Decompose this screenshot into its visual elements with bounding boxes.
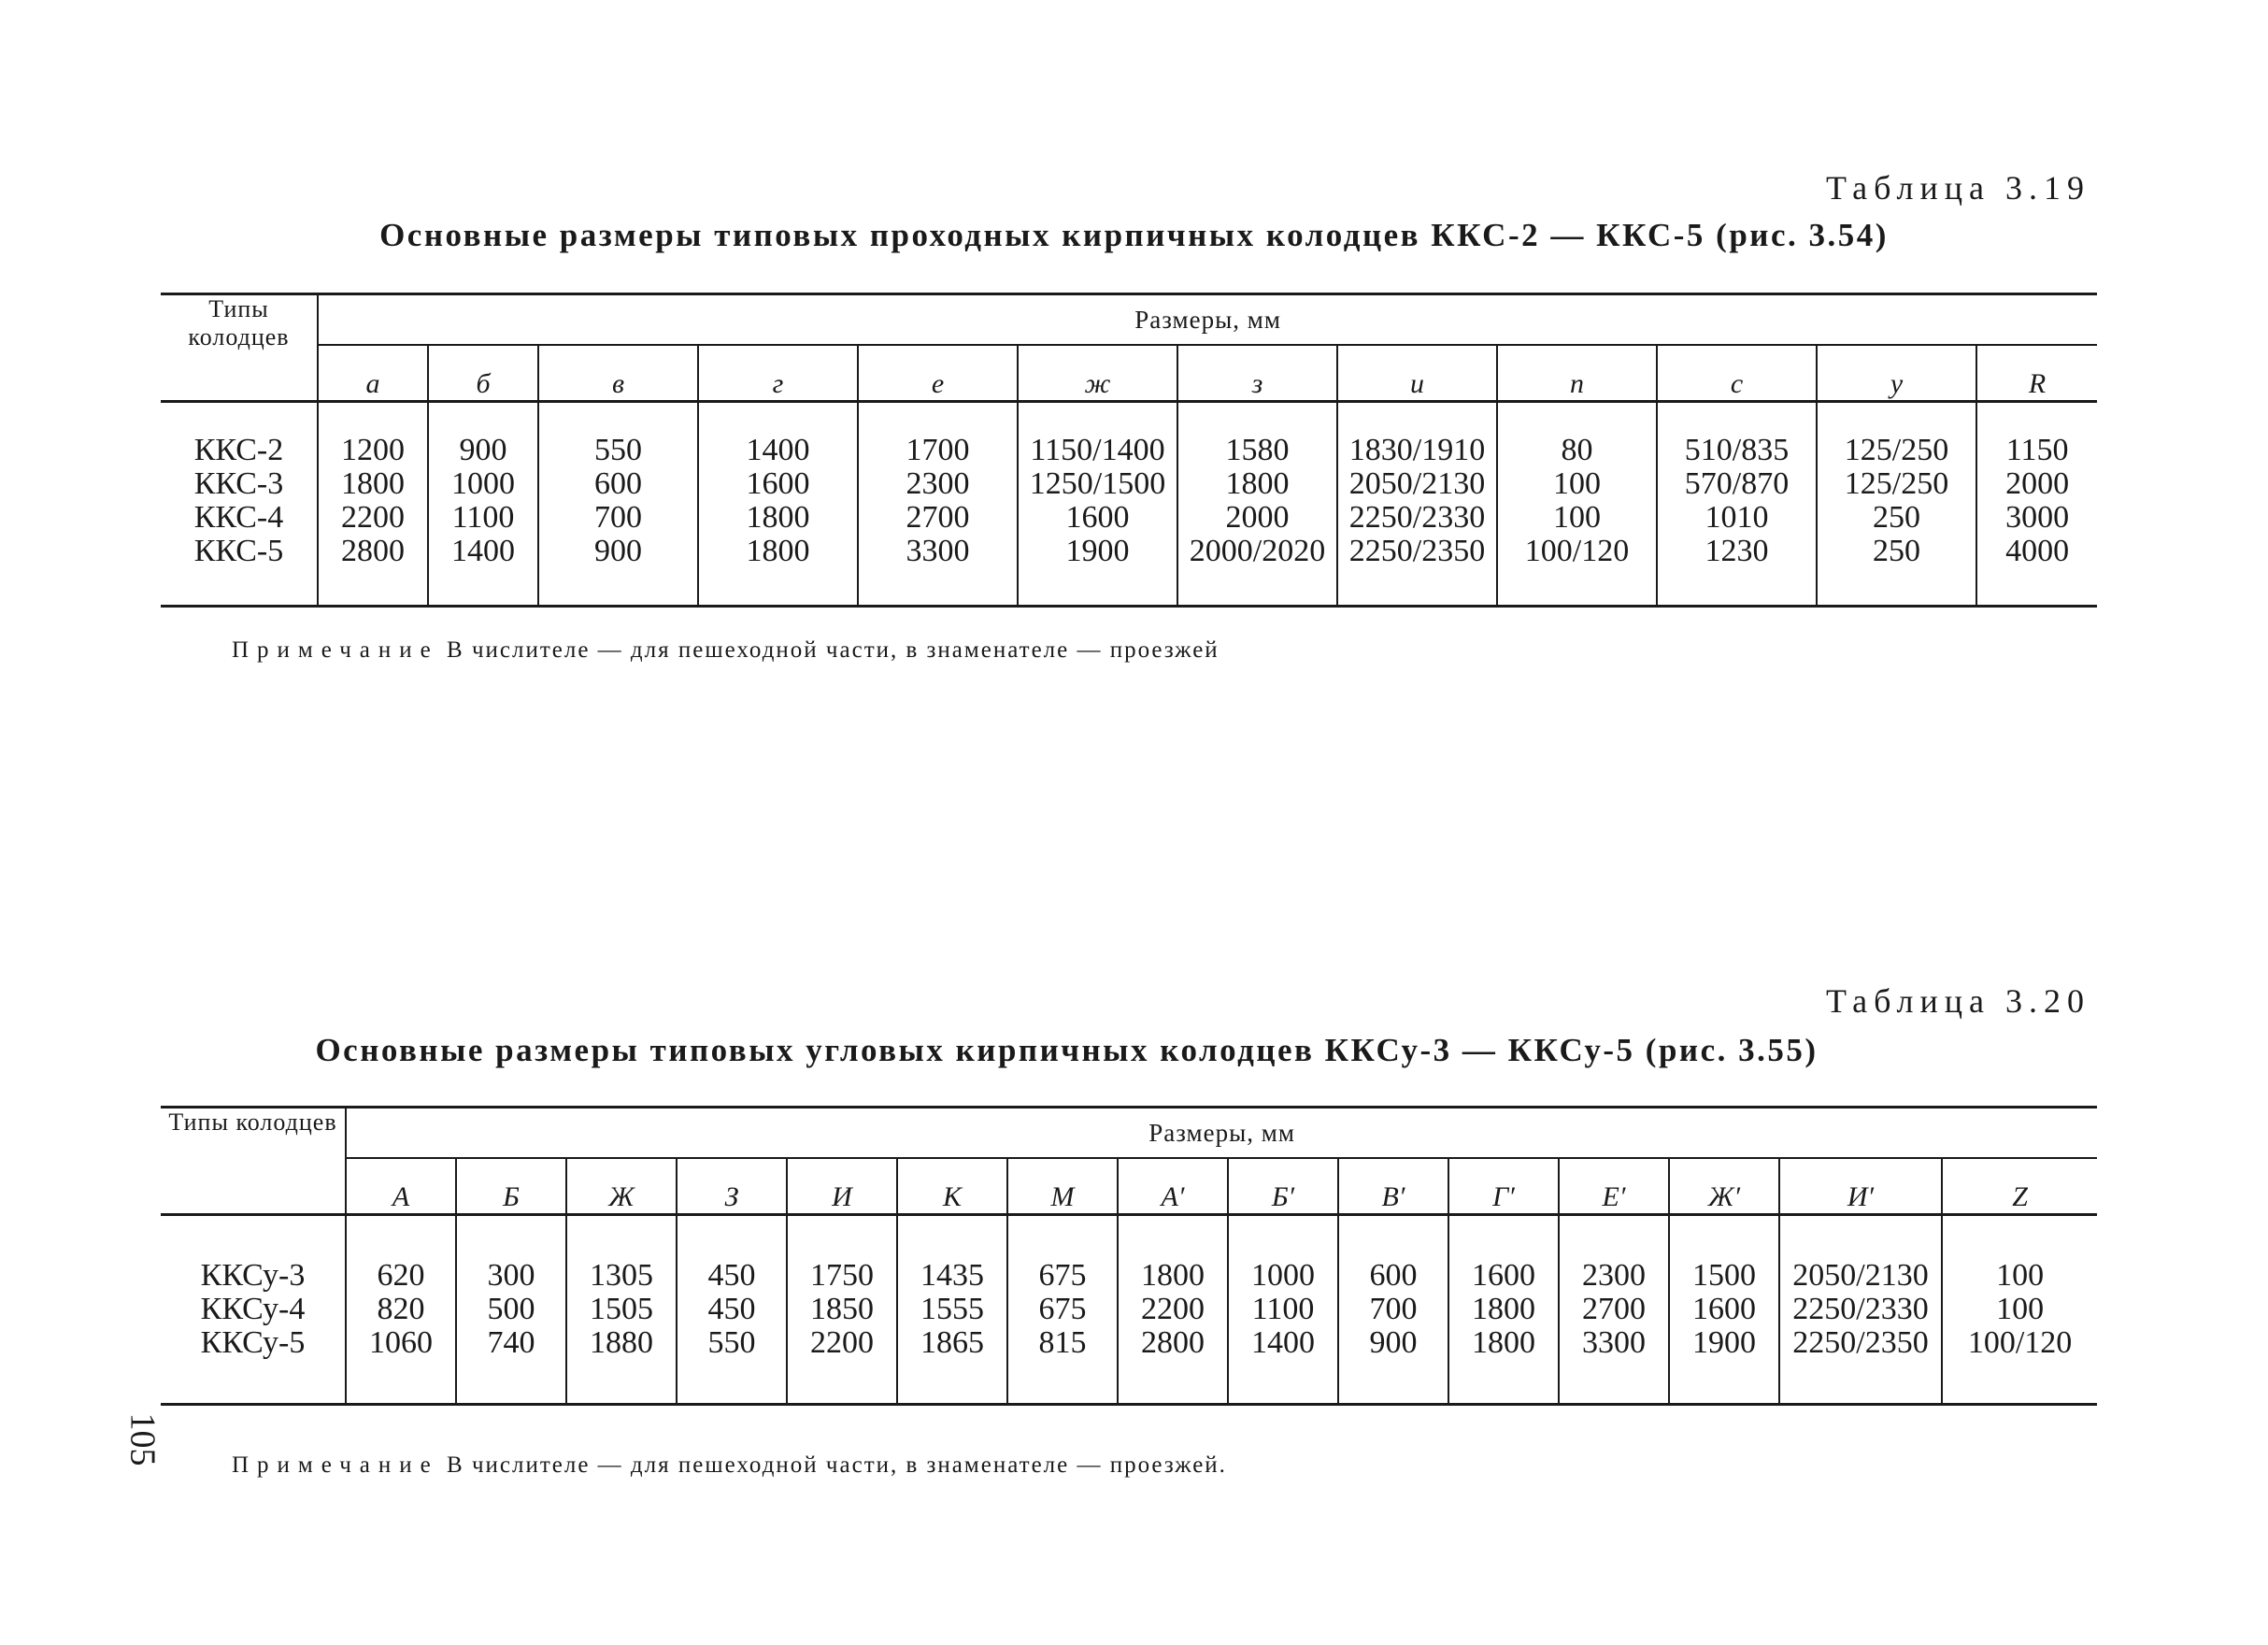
dimension-value: 700 — [594, 500, 642, 535]
dimension-value: 3300 — [906, 534, 970, 568]
column-header: ж — [1018, 345, 1177, 402]
dimension-value: 1150/1400 — [1030, 433, 1165, 467]
dimension-value: 2700 — [906, 500, 970, 535]
well-type-name: ККСу-5 — [200, 1325, 306, 1360]
dimension-value: 4000 — [2005, 534, 2070, 568]
dimension-value: 2000 — [2005, 466, 2070, 501]
dimension-value: 900 — [459, 433, 507, 467]
note-text: В числителе — для пешеходной части, в знаменателе — проезжей. — [447, 1452, 1227, 1478]
column-headers — [161, 1158, 2097, 1215]
dimension-cell — [1228, 1215, 1338, 1405]
dimension-value: 675 — [1038, 1258, 1087, 1293]
dimension-value: 450 — [707, 1292, 756, 1326]
dimension-value: 2800 — [341, 534, 405, 568]
column-headers — [161, 345, 2097, 402]
dimension-cell — [1007, 1215, 1118, 1405]
well-type-name: ККС-5 — [193, 534, 284, 568]
dimension-value: 570/870 — [1684, 466, 1790, 501]
dimension-value: 2000 — [1225, 500, 1290, 535]
dimension-value: 700 — [1369, 1292, 1418, 1326]
column-header: и — [1337, 345, 1497, 402]
dimension-value: 900 — [594, 534, 642, 568]
dimension-value: 450 — [707, 1258, 756, 1293]
dimension-cell — [858, 402, 1018, 607]
dimension-value: 3000 — [2005, 500, 2070, 535]
column-header: Ж′ — [1669, 1158, 1779, 1215]
dimension-cell — [1337, 402, 1497, 607]
dimension-value: 1150 — [2005, 433, 2069, 467]
dimension-value: 1750 — [810, 1258, 874, 1293]
dimension-value: 1800 — [1225, 466, 1290, 501]
dimension-value: 2250/2350 — [1348, 534, 1486, 568]
dimension-value: 1830/1910 — [1348, 433, 1486, 467]
data-row — [161, 402, 2097, 607]
table-note — [232, 1452, 1227, 1479]
dimension-value: 2300 — [1582, 1258, 1646, 1293]
column-header: А — [346, 1158, 456, 1215]
column-header: б — [428, 345, 538, 402]
dimension-value: 1100 — [451, 500, 515, 535]
dimension-cell — [318, 402, 428, 607]
dimension-value: 600 — [1369, 1258, 1418, 1293]
table-3-19 — [161, 293, 2097, 608]
dimension-value: 125/250 — [1844, 466, 1949, 501]
dimension-value: 2050/2130 — [1792, 1258, 1929, 1293]
dimension-cell — [1338, 1215, 1448, 1405]
column-header: в — [538, 345, 698, 402]
dimension-cell — [456, 1215, 566, 1405]
dimension-value: 675 — [1038, 1292, 1087, 1326]
dimension-value: 100 — [1996, 1258, 2045, 1293]
column-header: Е′ — [1559, 1158, 1669, 1215]
well-type-name: ККС-3 — [193, 466, 284, 501]
dimension-value: 1060 — [369, 1325, 433, 1360]
dimension-value: 1900 — [1692, 1325, 1756, 1360]
dimension-value: 1000 — [451, 466, 515, 501]
dimension-cell — [677, 1215, 787, 1405]
dimension-cell — [346, 1215, 456, 1405]
dimension-value: 1305 — [590, 1258, 653, 1293]
dimension-value: 3300 — [1582, 1325, 1646, 1360]
dimensions-table — [161, 1106, 2097, 1406]
dimension-cell — [538, 402, 698, 607]
column-header: з — [1177, 345, 1337, 402]
well-type-name: ККСу-4 — [200, 1292, 306, 1326]
dimension-value: 2800 — [1141, 1325, 1205, 1360]
dimension-value: 1580 — [1225, 433, 1290, 467]
column-header: R — [1976, 345, 2097, 402]
dimension-value: 1600 — [1065, 500, 1130, 535]
well-type-name: ККС-4 — [193, 500, 284, 535]
dimension-value: 1700 — [906, 433, 970, 467]
dimension-cell — [1448, 1215, 1559, 1405]
dimension-value: 250 — [1873, 534, 1920, 568]
column-header: у — [1817, 345, 1976, 402]
table-caption: Основные размеры типовых проходных кирпичных колодцев ККС-2 — ККС-5 (рис. 3.54) — [379, 217, 1889, 253]
dimension-value: 1400 — [451, 534, 515, 568]
dimension-value: 620 — [377, 1258, 425, 1293]
dimension-value: 1600 — [1472, 1258, 1535, 1293]
dimensions-table — [161, 293, 2097, 608]
dimension-value: 2200 — [810, 1325, 874, 1360]
dimension-value: 1800 — [746, 500, 810, 535]
dimension-cell — [1497, 402, 1657, 607]
dimension-value: 80 — [1561, 433, 1593, 467]
table-label: Таблица 3.19 — [1826, 169, 2090, 207]
dimension-value: 100 — [1553, 500, 1601, 535]
dimension-value: 2250/2330 — [1792, 1292, 1929, 1326]
column-header: М — [1007, 1158, 1118, 1215]
dimension-cell — [1779, 1215, 1942, 1405]
well-type-name: ККС-2 — [193, 433, 284, 467]
dimension-value: 100/120 — [1524, 534, 1630, 568]
column-header: Б′ — [1228, 1158, 1338, 1215]
dimension-value: 1850 — [810, 1292, 874, 1326]
dimension-value: 1555 — [920, 1292, 984, 1326]
dimension-value: 2250/2350 — [1792, 1325, 1929, 1360]
well-type-cell — [161, 1215, 346, 1405]
column-header: Ж — [566, 1158, 677, 1215]
dimension-value: 1100 — [1251, 1292, 1315, 1326]
dimension-value: 2000/2020 — [1189, 534, 1326, 568]
dimension-value: 1435 — [920, 1258, 984, 1293]
dimension-cell — [566, 1215, 677, 1405]
dimension-value: 550 — [707, 1325, 756, 1360]
dimension-value: 600 — [594, 466, 642, 501]
page-number: 105 — [122, 1412, 163, 1466]
dimension-value: 2200 — [1141, 1292, 1205, 1326]
type-column-header: Типы колодцев — [161, 294, 318, 402]
dimension-value: 1800 — [746, 534, 810, 568]
dimension-cell — [787, 1215, 897, 1405]
dimension-value: 2050/2130 — [1348, 466, 1486, 501]
dimension-value: 2300 — [906, 466, 970, 501]
dimension-cell — [1177, 402, 1337, 607]
dimension-value: 100 — [1996, 1292, 2045, 1326]
dimension-cell — [698, 402, 858, 607]
column-header: И′ — [1779, 1158, 1942, 1215]
column-header: е — [858, 345, 1018, 402]
dimension-value: 2250/2330 — [1348, 500, 1486, 535]
well-type-cell — [161, 402, 318, 607]
well-type-name: ККСу-3 — [200, 1258, 306, 1293]
column-header: Г′ — [1448, 1158, 1559, 1215]
dimension-cell — [1817, 402, 1976, 607]
column-header: г — [698, 345, 858, 402]
column-header: К — [897, 1158, 1007, 1215]
dimension-value: 900 — [1369, 1325, 1418, 1360]
column-header: З — [677, 1158, 787, 1215]
dimension-value: 1230 — [1705, 534, 1769, 568]
dimension-value: 1200 — [341, 433, 405, 467]
note-label: Примечание — [232, 637, 439, 663]
data-row — [161, 1215, 2097, 1405]
column-header: А′ — [1118, 1158, 1228, 1215]
dimension-value: 1800 — [1472, 1292, 1535, 1326]
dimension-cell — [897, 1215, 1007, 1405]
table-caption: Основные размеры типовых угловых кирпичных колодцев ККСу-3 — ККСу-5 (рис. 3.55) — [315, 1032, 1819, 1068]
dimension-value: 1800 — [341, 466, 405, 501]
note-label: Примечание — [232, 1452, 439, 1478]
dimension-value: 300 — [487, 1258, 535, 1293]
dimension-cell — [1018, 402, 1177, 607]
dimension-value: 2200 — [341, 500, 405, 535]
dimension-cell — [1559, 1215, 1669, 1405]
dimension-value: 550 — [594, 433, 642, 467]
dimension-value: 740 — [487, 1325, 535, 1360]
column-header: Z — [1942, 1158, 2097, 1215]
dimension-value: 1800 — [1141, 1258, 1205, 1293]
table-3-20 — [161, 1106, 2097, 1406]
dimension-value: 1800 — [1472, 1325, 1535, 1360]
column-header: И — [787, 1158, 897, 1215]
dimension-value: 1900 — [1065, 534, 1130, 568]
column-header: с — [1657, 345, 1817, 402]
column-header: В′ — [1338, 1158, 1448, 1215]
dimension-value: 815 — [1038, 1325, 1087, 1360]
dimension-value: 100 — [1553, 466, 1601, 501]
dimension-value: 125/250 — [1844, 433, 1949, 467]
dimension-value: 250 — [1873, 500, 1920, 535]
column-header: а — [318, 345, 428, 402]
dimension-value: 1400 — [1251, 1325, 1315, 1360]
dimension-value: 1600 — [1692, 1292, 1756, 1326]
size-group-header: Размеры, мм — [346, 1108, 2097, 1159]
dimension-value: 1000 — [1251, 1258, 1315, 1293]
dimension-value: 820 — [377, 1292, 425, 1326]
column-header: п — [1497, 345, 1657, 402]
dimension-cell — [1657, 402, 1817, 607]
dimension-cell — [1976, 402, 2097, 607]
note-text: В числителе — для пешеходной части, в знаменателе — проезжей — [447, 637, 1220, 663]
column-header: Б — [456, 1158, 566, 1215]
dimension-value: 1010 — [1705, 500, 1769, 535]
dimension-value: 1505 — [590, 1292, 653, 1326]
type-column-header: Типы колодцев — [161, 1108, 346, 1215]
dimension-value: 1250/1500 — [1029, 466, 1166, 501]
dimension-value: 1880 — [590, 1325, 653, 1360]
dimension-cell — [428, 402, 538, 607]
dimension-cell — [1669, 1215, 1779, 1405]
dimension-value: 1500 — [1692, 1258, 1756, 1293]
dimension-value: 100/120 — [1967, 1325, 2073, 1360]
dimension-value: 510/835 — [1684, 433, 1790, 467]
size-group-header: Размеры, мм — [318, 294, 2097, 346]
dimension-value: 1865 — [920, 1325, 984, 1360]
dimension-value: 500 — [487, 1292, 535, 1326]
dimension-cell — [1942, 1215, 2097, 1405]
dimension-value: 1400 — [746, 433, 810, 467]
table-label: Таблица 3.20 — [1826, 982, 2090, 1020]
dimension-value: 1600 — [746, 466, 810, 501]
dimension-value: 2700 — [1582, 1292, 1646, 1326]
dimension-cell — [1118, 1215, 1228, 1405]
table-note — [232, 637, 1220, 664]
